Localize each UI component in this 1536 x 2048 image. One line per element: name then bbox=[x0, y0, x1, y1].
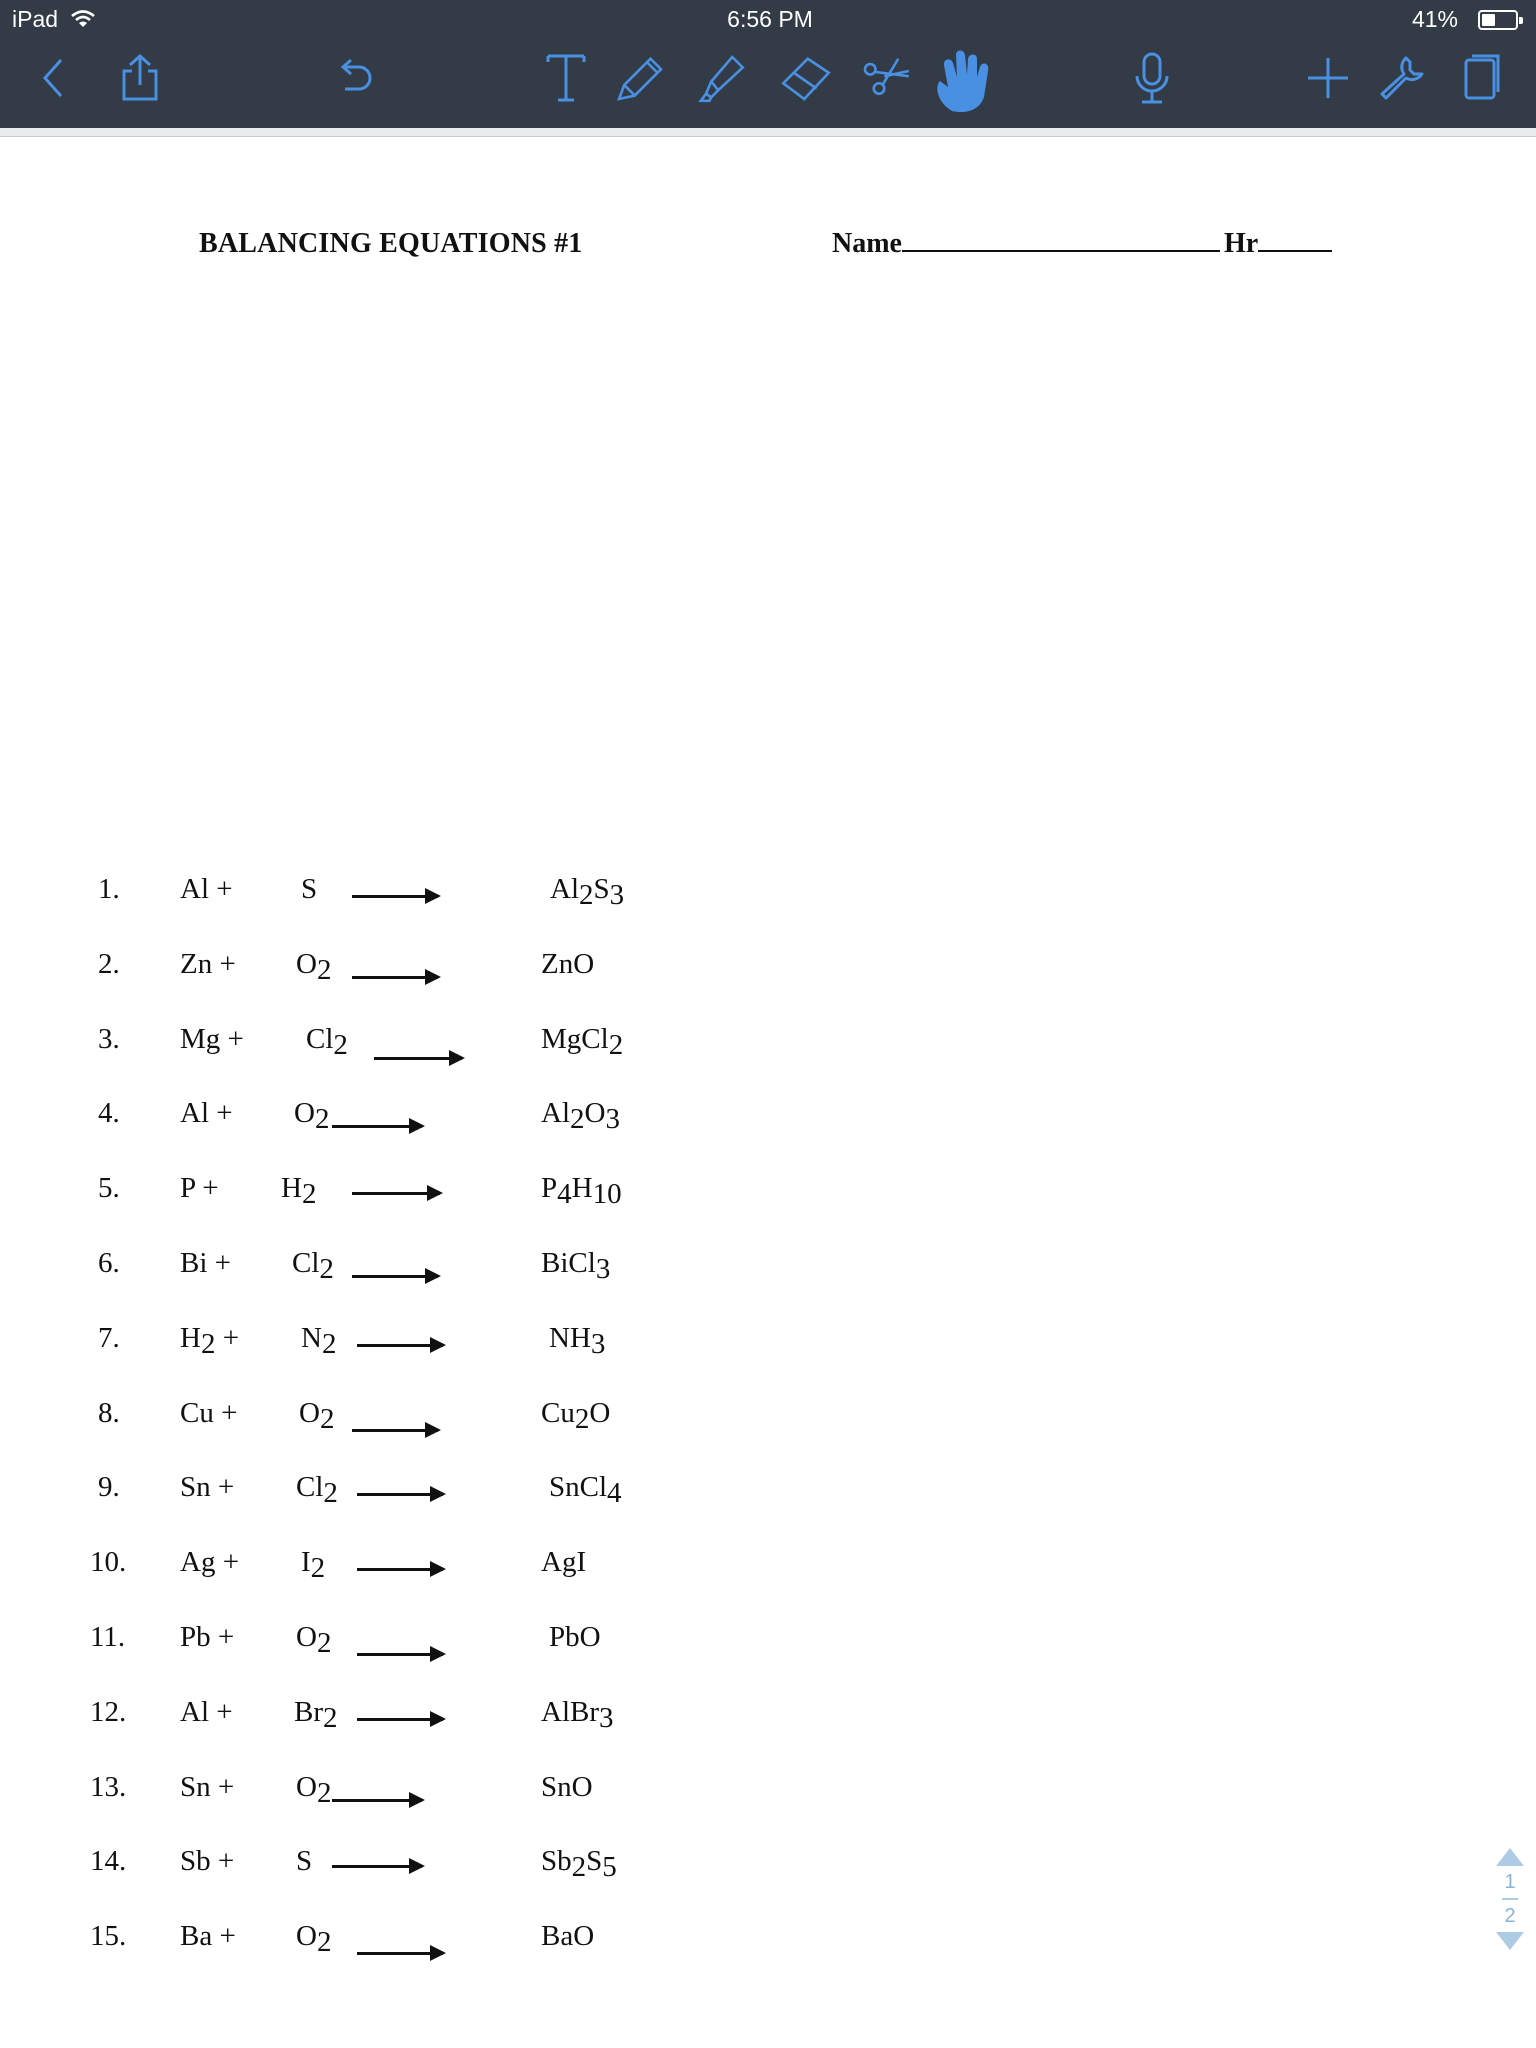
undo-icon[interactable] bbox=[326, 46, 382, 110]
reactant-1: Al + bbox=[180, 873, 233, 905]
eraser-icon[interactable] bbox=[778, 46, 834, 110]
reaction-arrow bbox=[357, 1653, 443, 1656]
product: $P_4H_{10}$ bbox=[541, 1172, 622, 1211]
reaction-arrow bbox=[332, 1125, 422, 1128]
reactant-1: Mg + bbox=[180, 1022, 244, 1055]
device-label: iPad bbox=[12, 6, 59, 32]
pencil-icon[interactable] bbox=[612, 46, 668, 110]
document-page[interactable] bbox=[0, 137, 1536, 2048]
equation-row bbox=[0, 1845, 900, 1905]
current-page: 1 bbox=[1504, 1871, 1516, 1893]
equation-number: 4. bbox=[98, 1097, 120, 1130]
reactant-2: $N_2$ bbox=[301, 1321, 337, 1360]
clock: 6:56 PM bbox=[727, 6, 813, 32]
reactant-2: $Br_2$ bbox=[294, 1695, 338, 1734]
reactant-2: $O_2$ bbox=[296, 1920, 332, 1959]
back-icon[interactable] bbox=[26, 46, 82, 110]
equation-number: 7. bbox=[98, 1321, 120, 1354]
reaction-arrow bbox=[357, 1568, 443, 1571]
scissors-icon[interactable] bbox=[858, 46, 914, 110]
microphone-icon[interactable] bbox=[1124, 46, 1180, 110]
reaction-arrow bbox=[352, 895, 438, 898]
reactant-1: P + bbox=[180, 1172, 219, 1205]
product: MgCl$_2$ bbox=[541, 1022, 624, 1061]
product: PbO bbox=[549, 1621, 601, 1653]
reactant-1: Bi + bbox=[180, 1247, 232, 1279]
equation-row bbox=[0, 1546, 900, 1606]
product: $Sb_2S_5$ bbox=[541, 1845, 617, 1884]
reactant-2: $O_2$ bbox=[299, 1396, 335, 1435]
reaction-arrow bbox=[332, 1865, 422, 1868]
page-indicator[interactable] bbox=[1490, 1848, 1530, 2008]
reactant-2: $Cl_2$ bbox=[296, 1471, 338, 1510]
status-bar bbox=[0, 0, 1536, 40]
product: $Cu_2O$ bbox=[541, 1396, 611, 1435]
product: $NH_3$ bbox=[549, 1321, 606, 1360]
hr-label: Hr bbox=[1223, 228, 1259, 259]
reaction-arrow bbox=[357, 1718, 443, 1721]
equation-number: 9. bbox=[98, 1471, 120, 1504]
equation-number: 10. bbox=[90, 1546, 127, 1579]
equation-row bbox=[0, 948, 900, 1008]
reactant-1: Sn + bbox=[180, 1471, 235, 1504]
equation-number: 13. bbox=[90, 1770, 127, 1803]
hand-pointer-icon[interactable] bbox=[930, 40, 994, 118]
equation-row bbox=[0, 1172, 900, 1232]
equation-row bbox=[0, 873, 900, 933]
add-icon[interactable] bbox=[1300, 46, 1356, 110]
reactant-2: $O_2$ bbox=[296, 1621, 332, 1659]
reactant-2: $O_2$ bbox=[296, 1770, 332, 1809]
reaction-arrow bbox=[332, 1799, 422, 1802]
product: $Al_2O_3$ bbox=[541, 1097, 620, 1136]
reactant-2: $O_2$ bbox=[294, 1097, 330, 1136]
equation-number: 3. bbox=[98, 1022, 120, 1055]
hr-blank bbox=[1258, 230, 1332, 252]
page-down-icon[interactable] bbox=[1496, 1932, 1524, 1950]
product: ZnO bbox=[541, 947, 595, 980]
equation-row bbox=[0, 1097, 900, 1157]
equation-row bbox=[0, 1397, 900, 1457]
reactant-1: Ba + bbox=[180, 1920, 236, 1953]
reactant-1: Al + bbox=[180, 1695, 233, 1728]
reactant-2: $I_2$ bbox=[301, 1546, 326, 1585]
equation-number: 1. bbox=[98, 873, 120, 905]
product: BiCl$_3$ bbox=[541, 1247, 611, 1285]
equation-number: 5. bbox=[98, 1172, 120, 1205]
page-fraction-bar bbox=[1502, 1898, 1518, 1900]
equation-row bbox=[0, 1920, 900, 1980]
equation-row bbox=[0, 1771, 900, 1831]
product: AgI bbox=[541, 1546, 587, 1579]
reactant-2: $H_2$ bbox=[281, 1172, 317, 1211]
reaction-arrow bbox=[357, 1952, 443, 1955]
equation-number: 6. bbox=[98, 1247, 120, 1279]
name-label: Name bbox=[832, 228, 902, 259]
reactant-2: S bbox=[301, 873, 318, 905]
reaction-arrow bbox=[352, 1275, 438, 1278]
share-icon[interactable] bbox=[112, 46, 168, 110]
equation-number: 8. bbox=[98, 1396, 120, 1429]
reaction-arrow bbox=[357, 1493, 443, 1496]
name-field bbox=[832, 228, 1332, 260]
pages-icon[interactable] bbox=[1452, 46, 1508, 110]
product: SnO bbox=[541, 1770, 593, 1803]
reactant-2: S bbox=[296, 1845, 313, 1878]
reactant-1: Sn + bbox=[180, 1770, 235, 1803]
product: BaO bbox=[541, 1920, 595, 1953]
equation-row bbox=[0, 1023, 900, 1083]
equation-row bbox=[0, 1322, 900, 1382]
highlighter-icon[interactable] bbox=[692, 46, 748, 110]
toolbar-divider bbox=[0, 128, 1536, 137]
reaction-arrow bbox=[374, 1057, 462, 1060]
equation-row bbox=[0, 1471, 900, 1531]
equation-number: 11. bbox=[90, 1621, 126, 1653]
reactant-1: Sb + bbox=[180, 1845, 235, 1878]
text-tool-icon[interactable] bbox=[538, 46, 594, 110]
page-up-icon[interactable] bbox=[1496, 1848, 1524, 1866]
reactant-1: Al + bbox=[180, 1097, 233, 1130]
reactant-1: $H_2$ + bbox=[180, 1321, 240, 1360]
reactant-2: $O_2$ bbox=[296, 947, 332, 986]
reactant-1: Cu + bbox=[180, 1396, 238, 1429]
equation-row bbox=[0, 1696, 900, 1756]
reaction-arrow bbox=[352, 976, 438, 979]
reaction-arrow bbox=[357, 1344, 443, 1347]
product: SnCl$_4$ bbox=[549, 1471, 622, 1510]
reaction-arrow bbox=[352, 1429, 438, 1432]
reactant-1: Pb + bbox=[180, 1621, 235, 1653]
equation-number: 15. bbox=[90, 1920, 127, 1953]
equation-number: 14. bbox=[90, 1845, 127, 1878]
battery-icon bbox=[1478, 10, 1518, 30]
reactant-1: Ag + bbox=[180, 1546, 240, 1579]
reactant-2: $Cl_2$ bbox=[306, 1022, 348, 1061]
worksheet-title: BALANCING EQUATIONS #1 bbox=[199, 228, 583, 259]
equation-number: 2. bbox=[98, 947, 120, 980]
app-toolbar bbox=[0, 0, 1536, 128]
reactant-1: Zn + bbox=[180, 947, 236, 980]
equation-number: 12. bbox=[90, 1695, 127, 1728]
name-blank bbox=[902, 230, 1220, 252]
battery-percent: 41% bbox=[1411, 6, 1458, 32]
wrench-icon[interactable] bbox=[1374, 46, 1430, 110]
product: AlBr$_3$ bbox=[541, 1695, 614, 1734]
reaction-arrow bbox=[352, 1192, 440, 1195]
equation-row bbox=[0, 1247, 900, 1307]
product: $Al_2S_3$ bbox=[550, 873, 625, 911]
reactant-2: $Cl_2$ bbox=[292, 1247, 334, 1285]
total-pages: 2 bbox=[1504, 1905, 1516, 1927]
equation-row bbox=[0, 1621, 900, 1681]
